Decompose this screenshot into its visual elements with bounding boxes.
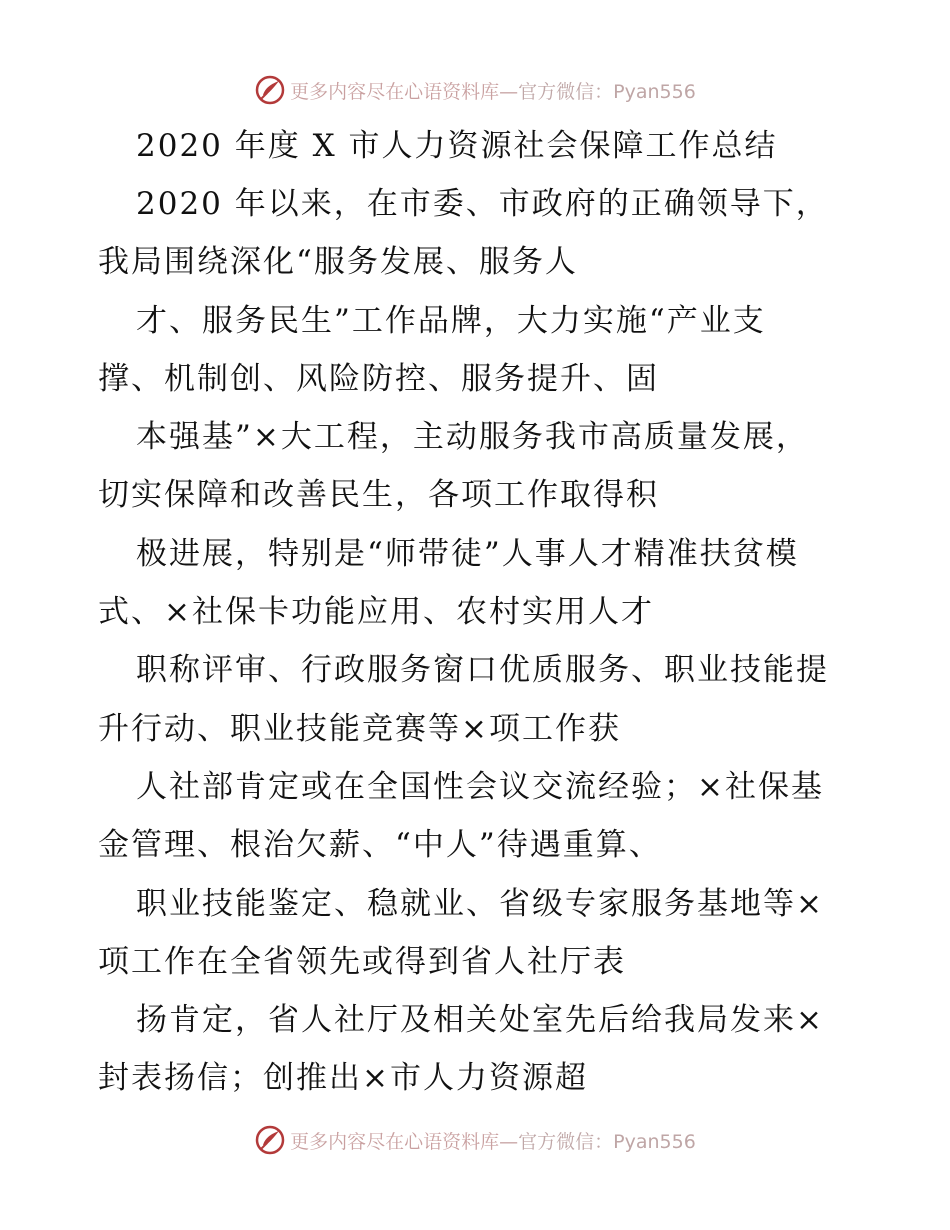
- paragraph-line: 升行动、职业技能竞赛等×项工作获: [98, 711, 621, 747]
- paragraph-line: 才、服务民生”工作品牌，大力实施“产业支: [136, 303, 766, 339]
- paragraph-line: 扬肯定，省人社厅及相关处室先后给我局发来×: [136, 1002, 824, 1038]
- document-title: 2020 年度 X 市人力资源社会保障工作总结: [136, 128, 778, 164]
- watermark-brand: 更多内容尽在心语资料库: [290, 80, 500, 103]
- header-watermark: [0, 70, 950, 110]
- logo-icon: [254, 74, 286, 106]
- paragraph-line: 封表扬信；创推出×市人力资源超: [98, 1060, 588, 1096]
- watermark-separator: —: [499, 80, 519, 103]
- paragraph-line: 我局围绕深化“服务发展、服务人: [98, 244, 578, 280]
- paragraph-line: 式、×社保卡功能应用、农村实用人才: [98, 594, 654, 630]
- paragraph-line: 人社部肯定或在全国性会议交流经验；×社保基: [136, 769, 824, 805]
- watermark-text: [290, 1127, 696, 1154]
- paragraph-line: 撑、机制创、风险防控、服务提升、固: [98, 361, 659, 397]
- paragraph-line: 本强基”×大工程，主动服务我市高质量发展，: [136, 419, 809, 455]
- watermark-brand: 更多内容尽在心语资料库: [290, 1130, 500, 1153]
- watermark-separator: —: [499, 1130, 519, 1153]
- watermark-wechat: 官方微信：Pyan556: [518, 1130, 696, 1153]
- paragraph-line: 切实保障和改善民生，各项工作取得积: [98, 477, 659, 513]
- watermark-text: [290, 77, 696, 104]
- paragraph-line: 职称评审、行政服务窗口优质服务、职业技能提: [136, 652, 829, 688]
- paragraph-line: 项工作在全省领先或得到省人社厅表: [98, 944, 626, 980]
- paragraph-line: 职业技能鉴定、稳就业、省级专家服务基地等×: [136, 886, 824, 922]
- logo-icon: [254, 1124, 286, 1156]
- watermark-wechat: 官方微信：Pyan556: [518, 80, 696, 103]
- paragraph-line: 极进展，特别是“师带徒”人事人才精准扶贫模: [136, 536, 799, 572]
- paragraph-line: 2020 年以来，在市委、市政府的正确领导下，: [136, 186, 829, 222]
- paragraph-line: 金管理、根治欠薪、“中人”待遇重算、: [98, 827, 662, 863]
- footer-watermark: [0, 1120, 950, 1160]
